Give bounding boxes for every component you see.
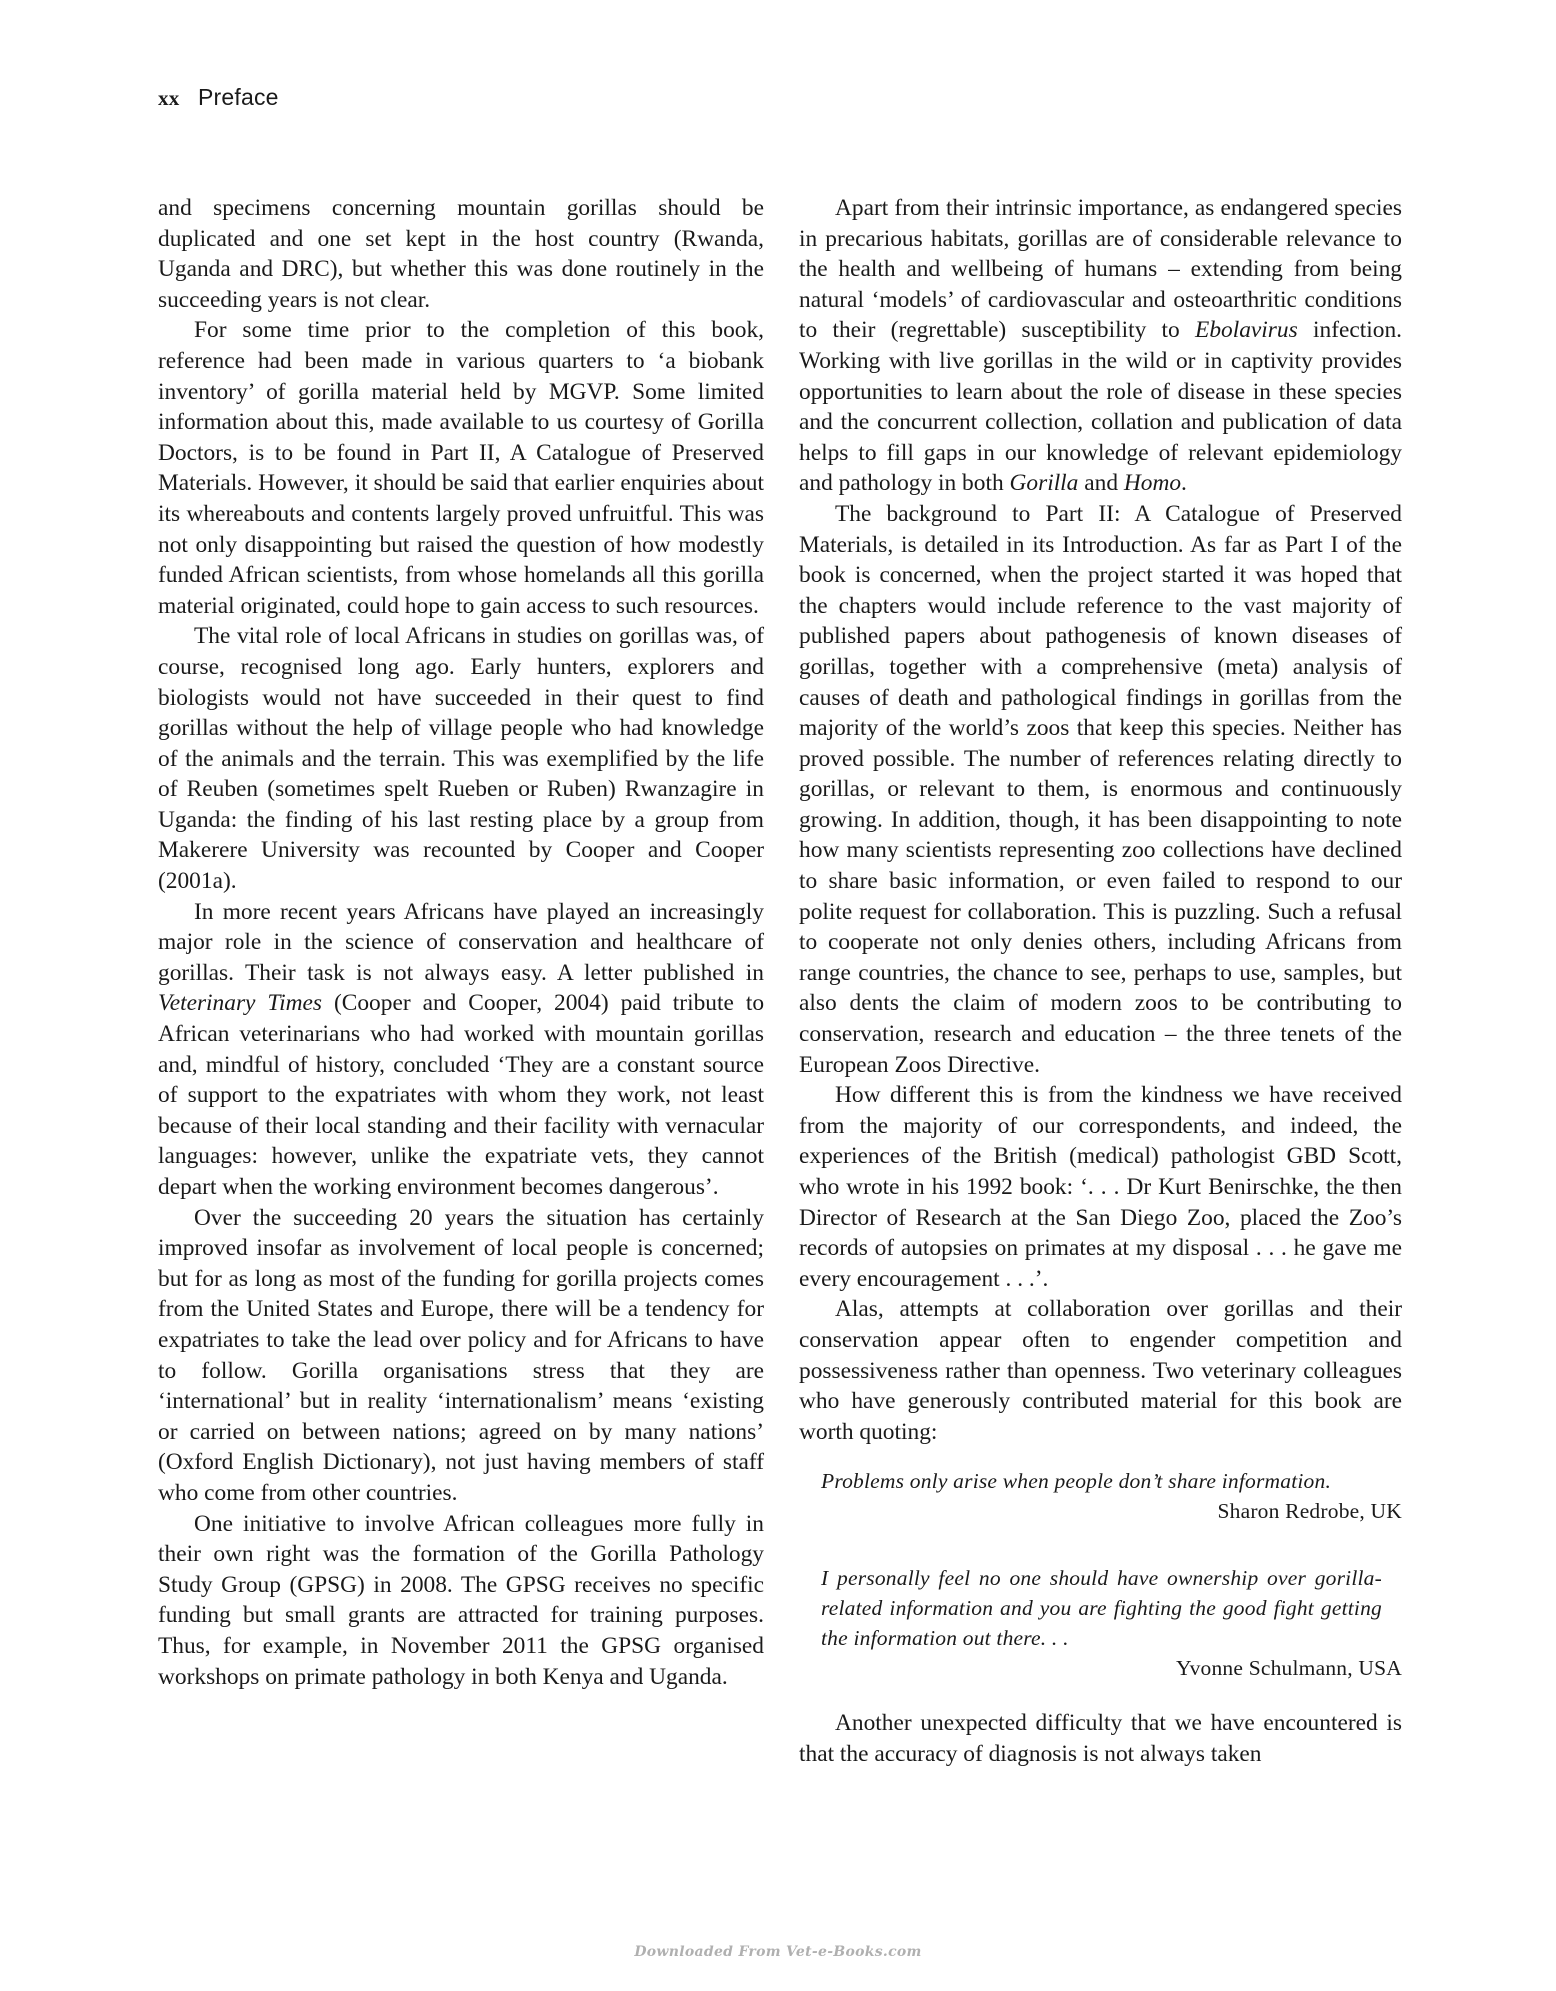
- italic-title: Veterinary Times: [158, 990, 322, 1017]
- left-column: [158, 193, 764, 1692]
- running-head: [158, 84, 279, 111]
- paragraph: The background to Part II: A Catalogue of Preserved Materials, is detailed in its Introduction. As far as Part I of the book is concerned, when the project started it was hoped that the chapters would include reference to the vast majority of published papers about pathogenesis of known diseases of gorillas, together with a comprehensive (meta) analysis of causes of death and pathological findings in gorillas from the majority of the world’s zoos that keep this species. Neither has proved possible. The number of references relating directly to gorillas, or relevant to them, is enormous and continuously growing. In addition, though, it has been disappointing to note how many scientists representing zoo collections have declined to share basic information, or even failed to respond to our polite request for collaboration. This is puzzling. Such a refusal to cooperate not only denies others, including Africans from range countries, the chance to see, perhaps to use, samples, but also dents the claim of modern zoos to be contributing to conservation, research and education – the three tenets of the European Zoos Directive.: [799, 500, 1402, 1078]
- text-run: In more recent years Africans have played an increasingly major role in the science of conservation and healthcare of gorillas. Their task is not always easy. A letter published in: [158, 898, 764, 986]
- text-run: Apart from their intrinsic importance, as endangered species in precarious habitats, gorillas are of considerable relevance to the health and wellbeing of humans – extending from being natural ‘models’ of cardiovascular and osteoarthritic conditions to their (regrettable) susceptibility to: [799, 195, 1402, 344]
- paragraph: Alas, attempts at collaboration over gorillas and their conservation appear often to engender competition and possessiveness rather than openness. Two veterinary colleagues who have generously contributed material for this book are worth quoting:: [799, 1296, 1402, 1445]
- paragraph: For some time prior to the completion of this book, reference had been made in various quarters to ‘a biobank inventory’ of gorilla material held by MGVP. Some limited information about this, made available to us courtesy of Gorilla Doctors, is to be found in Part II, A Catalogue of Preserved Materials. However, it should be said that earlier enquiries about its whereabouts and contents largely proved unfruitful. This was not only disappointing but raised the question of how modestly funded African scientists, from whose homelands all this gorilla material originated, could hope to gain access to such resources.: [158, 317, 764, 619]
- text-run: .: [1181, 470, 1187, 497]
- block-quote: [799, 1563, 1402, 1683]
- italic-term: Gorilla: [1009, 470, 1079, 497]
- quote-attribution: Sharon Redrobe, UK: [1217, 1499, 1402, 1524]
- paragraph: Another unexpected difficulty that we have encountered is that the accuracy of diagnosis is not always taken: [799, 1710, 1402, 1767]
- download-watermark: Downloaded From Vet-e-Books.com: [634, 1944, 922, 1960]
- paragraph: How different this is from the kindness we have received from the majority of our correspondents, and indeed, the experiences of the British (medical) pathologist GBD Scott, who wrote in his 1992 book: ‘. . . Dr Kurt Benirschke, the then Director of Research at the San Diego Zoo, placed the Zoo’s records of autopsies on primates at my disposal . . . he gave me every encouragement . . .’.: [799, 1082, 1402, 1292]
- page-number: xx: [158, 86, 180, 110]
- paragraph: The vital role of local Africans in studies on gorillas was, of course, recognised long ago. Early hunters, explorers and biologists would not have succeeded in their quest to find gorillas without the help of village people who had knowledge of the animals and the terrain. This was exemplified by the life of Reuben (sometimes spelt Rueben or Ruben) Rwanzagire in Uganda: the finding of his last resting place by a group from Makerere University was recounted by Cooper and Cooper (2001a).: [158, 623, 764, 895]
- block-quote: [799, 1466, 1402, 1526]
- paragraph: One initiative to involve African colleagues more fully in their own right was the formation of the Gorilla Pathology Study Group (GPSG) in 2008. The GPSG receives no specific funding but small grants are attracted for training purposes. Thus, for example, in November 2011 the GPSG organised workshops on primate pathology in both Kenya and Uganda.: [158, 1510, 764, 1690]
- section-title: Preface: [198, 84, 279, 110]
- paragraph: and specimens concerning mountain gorillas should be duplicated and one set kept in the host country (Rwanda, Uganda and DRC), but whether this was done routinely in the succeeding years is not clear.: [158, 195, 764, 313]
- italic-term: Homo: [1123, 470, 1182, 497]
- paragraph: [799, 193, 1402, 499]
- quote-text: Problems only arise when people don’t share information.: [821, 1469, 1332, 1494]
- paragraph: [158, 897, 764, 1203]
- text-run: infection. Working with live gorillas in the wild or in captivity provides opportunities to learn about the role of disease in these species and the concurrent collection, collation and publication of data helps to fill gaps in our knowledge of relevant epidemiology and pathology in both: [799, 317, 1402, 497]
- text-run: and: [1078, 470, 1124, 497]
- paragraph: Over the succeeding 20 years the situation has certainly improved insofar as involvement of local people is concerned; but for as long as most of the funding for gorilla projects comes from the United States and Europe, there will be a tendency for expatriates to take the lead over policy and for Africans to have to follow. Gorilla organisations stress that they are ‘international’ but in reality ‘internationalism’ means ‘existing or carried on between nations; agreed on by many nations’ (Oxford English Dictionary), not just having members of staff who come from other countries.: [158, 1204, 764, 1506]
- quote-attribution: Yvonne Schulmann, USA: [1176, 1656, 1402, 1681]
- italic-term: Ebolavirus: [1195, 317, 1298, 344]
- right-column: [799, 193, 1402, 1770]
- text-run: (Cooper and Cooper, 2004) paid tribute to African veterinarians who had worked with mountain gorillas and, mindful of history, concluded ‘They are a constant source of support to the expatriates with whom they work, not least because of their local standing and their facility with vernacular languages: however, unlike the expatriate vets, they cannot depart when the working environment becomes dangerous’.: [158, 990, 765, 1200]
- quote-text: I personally feel no one should have ownership over gorilla-related information and you are fighting the good fight getting the information out there. . .: [821, 1566, 1382, 1651]
